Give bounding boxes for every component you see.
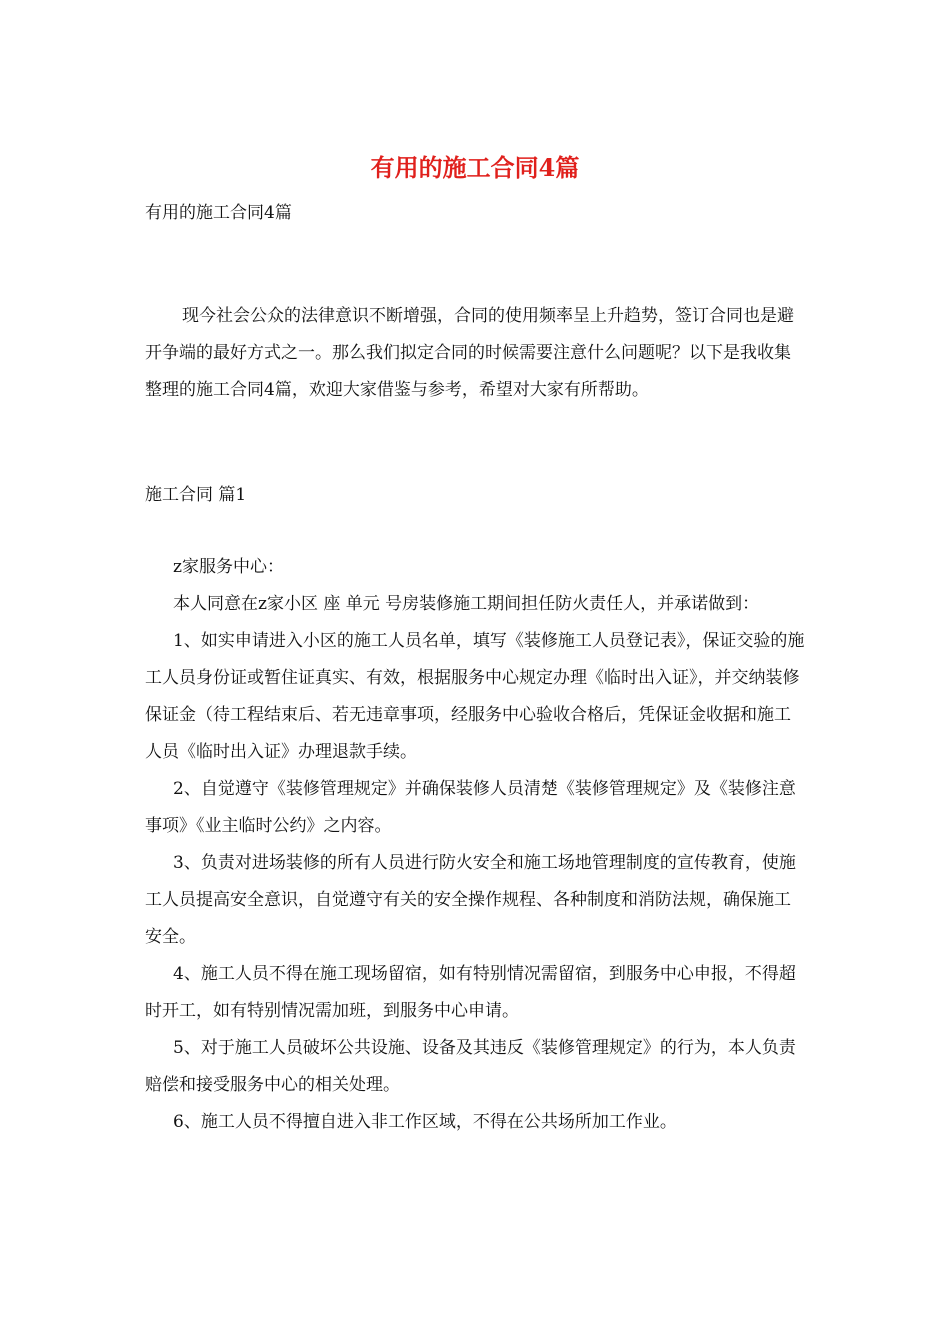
clause-1: 1、如实申请进入小区的施工人员名单，填写《装修施工人员登记表》，保证交验的施工人员身份证或暂住证真实、有效，根据服务中心规定办理《临时出入证》，并交纳装修保证金（待工程结束后、若无违章事项，经服务中心验收合格后，凭保证金收据和施工人员《临时出入证》办理退款手续。 (145, 631, 805, 762)
document-title: 有用的施工合同4篇 (370, 153, 580, 182)
clause-3: 3、负责对进场装修的所有人员进行防火安全和施工场地管理制度的宣传教育，使施工人员提高安全意识，自觉遵守有关的安全操作规程、各种制度和消防法规，确保施工安全。 (145, 853, 796, 947)
clause-5: 5、对于施工人员破坏公共设施、设备及其违反《装修管理规定》的行为，本人负责赔偿和接受服务中心的相关处理。 (145, 1038, 796, 1095)
intro-paragraph: 现今社会公众的法律意识不断增强，合同的使用频率呈上升趋势，签订合同也是避开争端的最好方式之一。那么我们拟定合同的时候需要注意什么问题呢？以下是我收集整理的施工合同4篇，欢迎大家借鉴与参考，希望对大家有所帮助。 (145, 306, 794, 400)
contract-body (145, 586, 805, 1141)
body-paragraph: 本人同意在z家小区 座 单元 号房装修施工期间担任防火责任人，并承诺做到： (173, 594, 760, 614)
clause-4: 4、施工人员不得在施工现场留宿，如有特别情况需留宿，到服务中心申报，不得超时开工，如有特别情况需加班，到服务中心申请。 (145, 964, 796, 1021)
addressee-line: z家服务中心： (173, 557, 284, 577)
document-subtitle: 有用的施工合同4篇 (145, 203, 292, 223)
section-heading: 施工合同 篇1 (145, 485, 247, 505)
clause-6: 6、施工人员不得擅自进入非工作区域，不得在公共场所加工作业。 (173, 1112, 677, 1132)
clause-2: 2、自觉遵守《装修管理规定》并确保装修人员清楚《装修管理规定》及《装修注意事项》《业主临时公约》之内容。 (145, 779, 796, 836)
